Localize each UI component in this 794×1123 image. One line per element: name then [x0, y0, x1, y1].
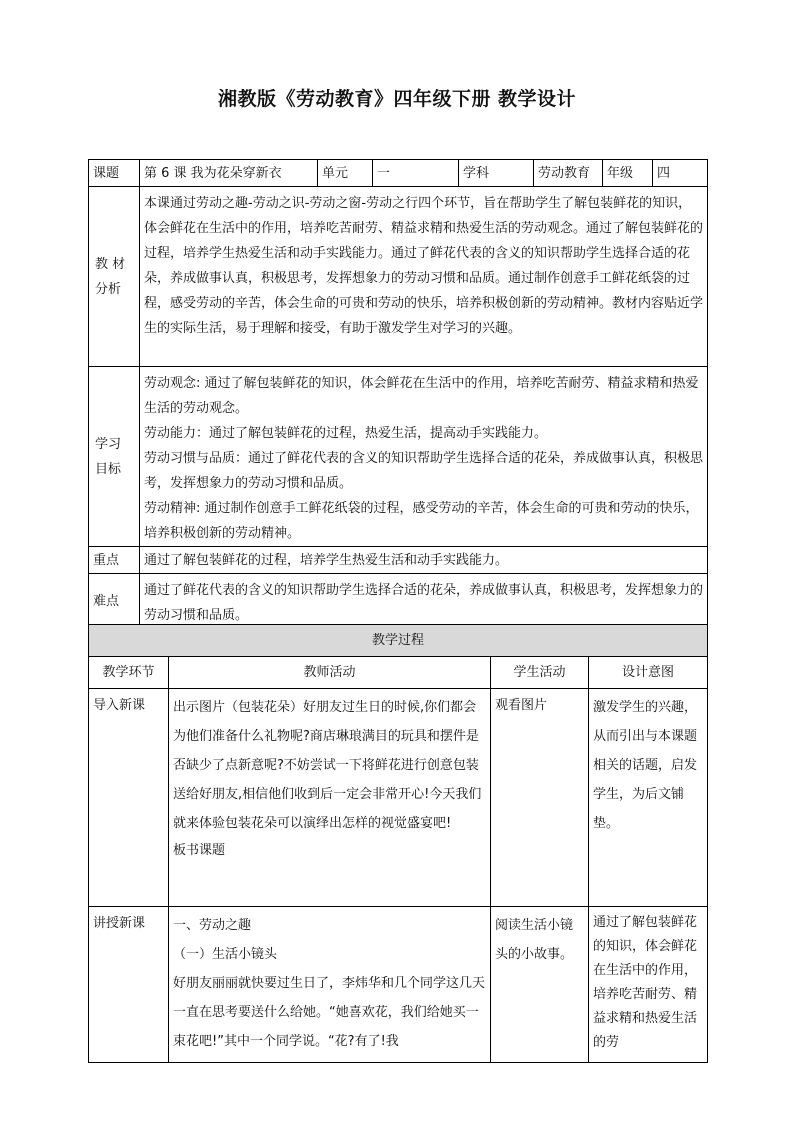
- analysis-label: [89, 187, 140, 367]
- header-intent: 设计意图: [589, 657, 708, 689]
- key-point-label: 重点: [89, 547, 140, 574]
- stage-cell: 导入新课: [89, 689, 169, 907]
- topic-label: 课题: [89, 160, 140, 187]
- design-intent-cell: 激发学生的兴趣，从而引出与本课题相关的话题，启发学生，为后文铺垫。: [589, 689, 708, 907]
- goals-list: [140, 367, 708, 547]
- process-header-row: [89, 657, 708, 689]
- teacher-activity-line: （一）生活小镜头: [173, 947, 278, 962]
- key-point-text: 通过了解包装鲜花的过程，培养学生热爱生活和动手实践能力。: [140, 547, 708, 574]
- process-row-new-lesson: [89, 907, 708, 1063]
- goals-label-line2: 目标: [95, 461, 122, 477]
- stage-cell: 讲授新课: [89, 907, 169, 1063]
- process-row-intro: [89, 689, 708, 907]
- subject-value: 劳动教育: [534, 160, 603, 187]
- document-title: 湘教版《劳动教育》四年级下册 教学设计: [217, 88, 577, 110]
- key-point-row: [89, 547, 708, 574]
- goal-item-ability: 劳动能力：通过了解包装鲜花的过程，热爱生活，提高动手实践能力。: [144, 426, 548, 441]
- analysis-row: [89, 187, 708, 367]
- subject-label: 学科: [459, 160, 534, 187]
- goals-row: [89, 367, 708, 547]
- goals-label-line1: 学习: [95, 436, 122, 452]
- teacher-activity-line: 板书课题: [173, 843, 226, 858]
- teaching-process-table: [88, 624, 708, 1063]
- teacher-activity-cell: [169, 689, 491, 907]
- goal-item-spirit: 劳动精神: 通过制作创意手工鲜花纸袋的过程，感受劳动的辛苦，体会生命的可贵和劳动的快乐，培养积极创新的劳动精神。: [144, 501, 699, 541]
- header-student: 学生活动: [491, 657, 589, 689]
- header-teacher: 教师活动: [169, 657, 491, 689]
- unit-label: 单元: [318, 160, 373, 187]
- process-band-row: [89, 625, 708, 657]
- teacher-activity-cell: [169, 907, 491, 1063]
- info-row: [89, 160, 708, 187]
- teacher-activity-line: 出示图片（包装花朵）好朋友过生日的时候,你们都会为他们准备什么礼物呢?商店琳琅满目的玩具和摆件是否缺少了点新意呢?不妨尝试一下将鲜花进行创意包装送给好朋友,相信他们收到后一定会非常开心!今天我们就来体验包装花朵可以演绎出怎样的视觉盛宴吧!: [173, 700, 482, 831]
- analysis-text: 本课通过劳动之趣-劳动之识-劳动之窗-劳动之行四个环节，旨在帮助学生了解包装鲜花的知识，体会鲜花在生活中的作用，培养吃苦耐劳、精益求精和热爱生活的劳动观念。通过了解包装鲜花的过程，培养学生热爱生活和动手实践能力。通过了鲜花代表的含义的知识帮助学生选择合适的花朵，养成做事认真，积极思考，发挥想象力的劳动习惯和品质。通过制作创意手工鲜花纸袋的过程，感受劳动的辛苦，体会生命的可贵和劳动的快乐，培养积极创新的劳动精神。教材内容贴近学生的实际生活，易于理解和接受，有助于激发学生对学习的兴趣。: [140, 187, 708, 367]
- student-activity-cell: 阅读生活小镜头的小故事。: [491, 907, 589, 1063]
- goal-item-concept: 劳动观念: 通过了解包装鲜花的知识，体会鲜花在生活中的作用，培养吃苦耐劳、精益求精和热爱生活的劳动观念。: [144, 376, 699, 416]
- topic-value: 第 6 课 我为花朵穿新衣: [140, 160, 318, 187]
- header-stage: 教学环节: [89, 657, 169, 689]
- teacher-activity-line: 一、劳动之趣: [173, 918, 252, 933]
- difficulty-row: [89, 574, 708, 629]
- difficulty-label: 难点: [89, 574, 140, 629]
- student-activity-cell: 观看图片: [491, 689, 589, 907]
- goal-item-habit: 劳动习惯与品质：通过了鲜花代表的含义的知识帮助学生选择合适的花朵，养成做事认真，积极思考，发挥想象力的劳动习惯和品质。: [144, 451, 704, 491]
- teacher-activity-line: 好朋友丽丽就快要过生日了，李炜华和几个同学这几天一直在思考要送什么给她。“她喜欢花，我们给她买一束花吧!”其中一个同学说。“花?有了!我: [173, 976, 486, 1049]
- goals-label: [89, 367, 140, 547]
- grade-label: 年级: [603, 160, 653, 187]
- process-band-title: 教学过程: [89, 625, 708, 657]
- analysis-label-line1: 教 材: [95, 256, 126, 272]
- grade-value: 四: [653, 160, 708, 187]
- difficulty-text: 通过了鲜花代表的含义的知识帮助学生选择合适的花朵，养成做事认真，积极思考，发挥想象力的劳动习惯和品质。: [140, 574, 708, 629]
- unit-value: 一: [373, 160, 459, 187]
- lesson-info-table: [88, 159, 708, 629]
- design-intent-cell: 通过了解包装鲜花的知识，体会鲜花在生活中的作用，培养吃苦耐劳、精益求精和热爱生活的劳: [589, 907, 708, 1063]
- analysis-label-line2: 分析: [95, 281, 122, 297]
